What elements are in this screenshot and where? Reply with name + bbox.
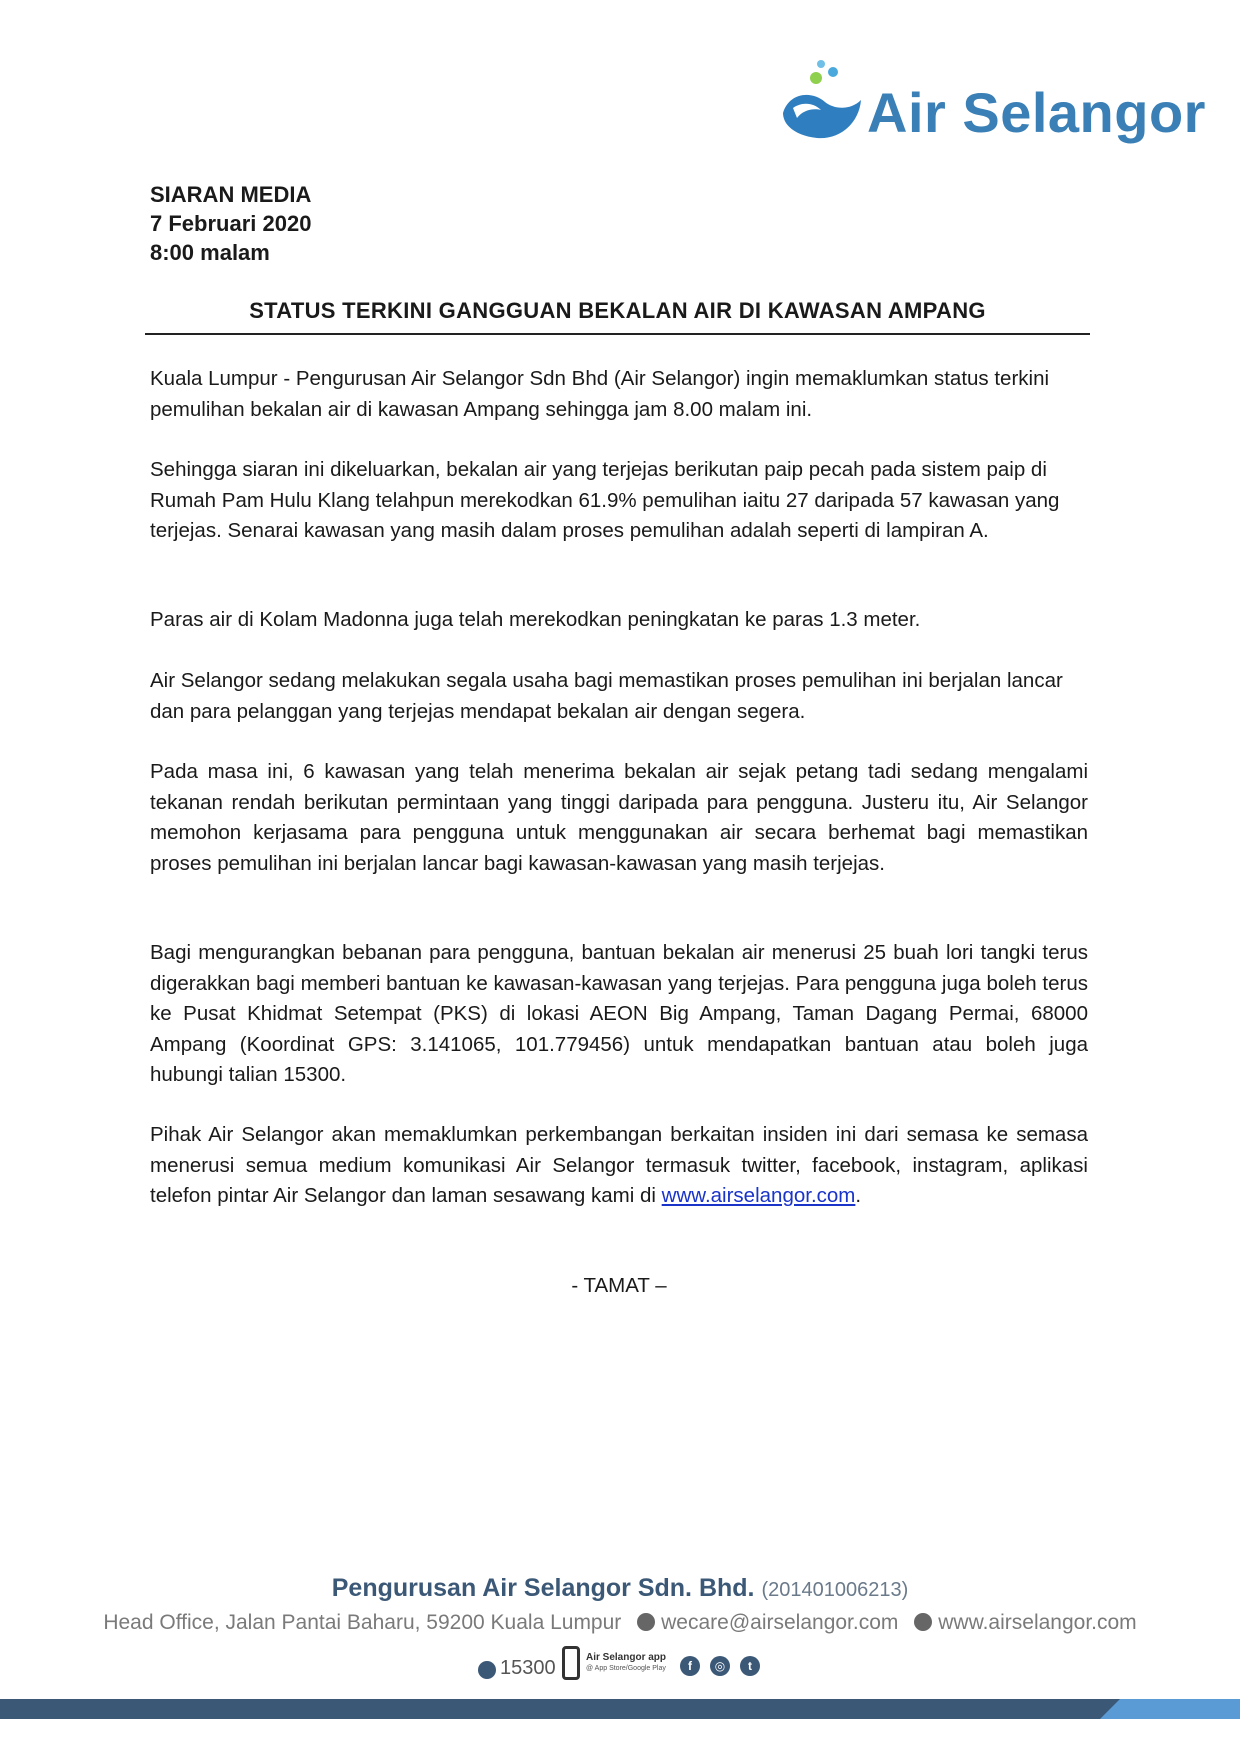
paragraph-7-text: Pihak Air Selangor akan memaklumkan perkembangan berkaitan insiden ini dari semasa ke semasa menerusi semua medium komunikasi Air Selangor termasuk twitter, facebook, instagram, aplikasi telefon pintar Air Selangor dan laman sesawang kami di bbox=[150, 1123, 1088, 1207]
footer-contact-line bbox=[0, 1611, 1240, 1635]
footer-bar-accent bbox=[1100, 1699, 1240, 1719]
media-header bbox=[150, 180, 311, 267]
facebook-icon[interactable]: f bbox=[680, 1656, 700, 1676]
globe-icon bbox=[914, 1613, 932, 1631]
paragraph-2: Sehingga siaran ini dikeluarkan, bekalan air yang terjejas berikutan paip pecah pada sistem paip di Rumah Pam Hulu Klang telahpun merekodkan 61.9% pemulihan iaitu 27 daripada 57 kawasan yang terjejas. Senarai kawasan yang masih dalam proses pemulihan adalah seperti di lampiran A. bbox=[150, 458, 1060, 542]
paragraph-7-end: . bbox=[855, 1184, 862, 1207]
media-label: SIARAN MEDIA bbox=[150, 182, 312, 207]
paragraph-4: Air Selangor sedang melakukan segala usaha bagi memastikan proses pemulihan ini berjalan lancar dan para pelanggan yang terjejas mendapat bekalan air dengan segera. bbox=[150, 669, 1063, 723]
company-reg-number: (201401006213) bbox=[761, 1579, 909, 1601]
headline: STATUS TERKINI GANGGUAN BEKALAN AIR DI KAWASAN AMPANG bbox=[249, 298, 986, 323]
release-date: 7 Februari 2020 bbox=[150, 211, 312, 236]
footer-contact-icons bbox=[478, 1646, 778, 1686]
app-store-text: @ App Store/Google Play bbox=[586, 1665, 666, 1672]
instagram-icon[interactable]: ◎ bbox=[710, 1656, 730, 1676]
footer-address: Head Office, Jalan Pantai Baharu, 59200 Kuala Lumpur bbox=[103, 1611, 622, 1634]
email-icon bbox=[637, 1613, 655, 1631]
headline-divider bbox=[145, 333, 1090, 335]
footer-phone: 15300 bbox=[500, 1657, 556, 1679]
end-marker: - TAMAT – bbox=[571, 1274, 667, 1297]
smartphone-icon bbox=[562, 1646, 580, 1680]
footer-bar bbox=[0, 1699, 1240, 1719]
app-title: Air Selangor app bbox=[586, 1652, 667, 1663]
website-link[interactable]: www.airselangor.com bbox=[661, 1184, 856, 1207]
company-name: Pengurusan Air Selangor Sdn. Bhd. bbox=[331, 1574, 755, 1602]
water-drop-icon bbox=[775, 58, 870, 148]
footer-email[interactable]: wecare@airselangor.com bbox=[661, 1611, 899, 1634]
paragraph-5: Pada masa ini, 6 kawasan yang telah menerima bekalan air sejak petang tadi sedang mengalami tekanan rendah berikutan permintaan yang tinggi daripada para pengguna. Justeru itu, Air Selangor memohon kerjasama para pengguna untuk menggunakan air secara berhemat bagi memastikan proses pemulihan ini berjalan lancar bagi kawasan-kawasan yang masih terjejas. bbox=[150, 760, 1088, 875]
logo-text: Air Selangor bbox=[867, 81, 1206, 144]
footer-company bbox=[0, 1574, 1240, 1603]
paragraph-3: Paras air di Kolam Madonna juga telah merekodkan peningkatan ke paras 1.3 meter. bbox=[150, 608, 921, 631]
footer-website[interactable]: www.airselangor.com bbox=[938, 1611, 1137, 1634]
phone-icon bbox=[478, 1661, 496, 1679]
release-time: 8:00 malam bbox=[150, 240, 270, 265]
paragraph-7 bbox=[150, 1120, 1088, 1212]
paragraph-1: Kuala Lumpur - Pengurusan Air Selangor Sdn Bhd (Air Selangor) ingin memaklumkan status terkini pemulihan bekalan air di kawasan Ampang sehingga jam 8.00 malam ini. bbox=[150, 367, 1050, 421]
air-selangor-logo bbox=[775, 58, 1206, 148]
twitter-icon[interactable]: t bbox=[740, 1656, 760, 1676]
paragraph-6: Bagi mengurangkan bebanan para pengguna, bantuan bekalan air menerusi 25 buah lori tangki terus digerakkan bagi memberi bantuan ke kawasan-kawasan yang terjejas. Para pengguna juga boleh terus ke Pusat Khidmat Setempat (PKS) di lokasi AEON Big Ampang, Taman Dagang Permai, 68000 Ampang (Koordinat GPS: 3.141065, 101.779456) untuk mendapatkan bantuan atau boleh juga hubungi talian 15300. bbox=[150, 941, 1088, 1086]
